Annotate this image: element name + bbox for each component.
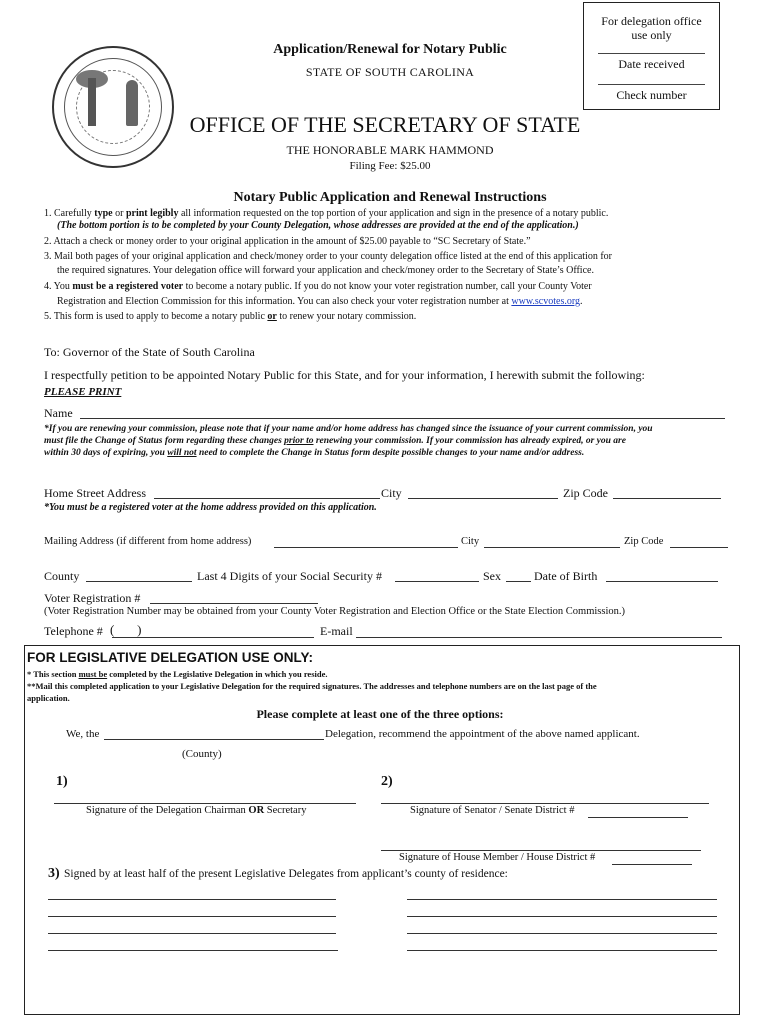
delegate-signature-line[interactable] [407,933,717,934]
delegate-signature-line[interactable] [407,950,717,951]
legislative-note-3: application. [27,693,70,703]
home-street-label: Home Street Address [44,486,146,500]
form-title: Application/Renewal for Notary Public [273,42,507,57]
dob-field[interactable] [606,581,718,582]
delegate-signature-line[interactable] [407,899,717,900]
instructions-heading: Notary Public Application and Renewal Instructions [233,190,547,205]
instruction-1-note: (The bottom portion is to be completed by your County Delegation, whose addresses are provided at the end of the application.) [57,220,579,231]
renew-note-3: within 30 days of expiring, you will not need to complete the Change in Status form despite possible changes to your name and/or address. [44,448,585,458]
legislative-note-2: **Mail this completed application to your Legislative Delegation for the required signatures. The addresses and telephone numbers are on the last page of the [27,681,597,691]
options-heading: Please complete at least one of the three options: [256,707,504,721]
mailing-city-label: City [461,536,480,547]
county-field[interactable] [86,581,192,582]
state-name: STATE OF SOUTH CAROLINA [305,65,475,79]
voter-reg-label: Voter Registration # [44,591,141,605]
sex-label: Sex [483,569,501,583]
mailing-field[interactable] [274,547,458,548]
zip-label: Zip Code [563,486,608,500]
legislative-note-1: * This section must be completed by the Legislative Delegation in which you reside. [27,669,328,679]
house-signature-caption: Signature of House Member / House District # [399,852,596,863]
mailing-city-field[interactable] [484,547,620,548]
delegate-signature-line[interactable] [48,916,336,917]
ssn-field[interactable] [395,581,479,582]
voter-reg-field[interactable] [150,603,318,604]
please-print: PLEASE PRINT [44,386,122,398]
mailing-label: Mailing Address (if different from home address) [44,536,252,547]
office-box-line1: For delegation office [601,14,702,28]
delegate-signature-line[interactable] [407,916,717,917]
dob-label: Date of Birth [534,569,598,583]
check-number-label: Check number [616,88,687,102]
instruction-1: 1. Carefully type or print legibly all information requested on the top portion of your application and sign in the presence of a notary public. [44,208,609,219]
telephone-field[interactable] [112,637,314,638]
home-street-field[interactable] [154,498,380,499]
honorable-name: THE HONORABLE MARK HAMMOND [286,143,494,157]
instruction-5: 5. This form is used to apply to become a notary public or to renew your notary commission. [44,311,417,322]
filing-fee: Filing Fee: $25.00 [349,160,431,172]
mailing-zip-label: Zip Code [624,536,664,547]
renew-note-1: *If you are renewing your commission, please note that if your name and/or home address has changed since the issuance of your current commission, you [44,424,653,434]
chairman-signature-field[interactable] [54,803,356,804]
senator-signature-field[interactable] [381,803,709,804]
scvotes-link[interactable]: www.scvotes.org [511,296,580,307]
email-label: E-mail [320,624,353,638]
option-3-text: Signed by at least half of the present Legislative Delegates from applicant’s county of residence: [64,868,508,880]
county-caption: (County) [182,748,222,760]
name-label: Name [44,406,73,420]
date-received-label: Date received [618,57,685,71]
delegate-signature-line[interactable] [48,933,336,934]
house-district-field[interactable] [612,864,692,865]
house-signature-field[interactable] [381,850,701,851]
sex-field[interactable] [506,581,531,582]
voter-reg-note: (Voter Registration Number may be obtained from your County Voter Registration and Election Office or the State Election Commission.) [44,606,625,617]
senator-signature-caption: Signature of Senator / Senate District # [410,805,575,816]
telephone-label: Telephone # [44,624,103,638]
legislative-section [24,645,740,1015]
petition-to: To: Governor of the State of South Carolina [44,345,255,359]
zip-field[interactable] [613,498,721,499]
delegate-signature-line[interactable] [48,950,338,951]
renew-note-2: must file the Change of Status form regarding these changes prior to renewing your commission. If your commission has already expired, or you are [44,436,626,446]
area-code-paren: ( ) [110,622,142,637]
legislative-heading: FOR LEGISLATIVE DELEGATION USE ONLY: [27,650,314,665]
instruction-3b: the required signatures. Your delegation office will forward your application and check/money order to the Secretary of State’s Office. [57,265,594,276]
instruction-4: 4. You must be a registered voter to become a notary public. If you do not know your voter registration number, call your County Voter [44,281,592,292]
option-3-label: 3) [48,866,60,881]
petition-statement: I respectfully petition to be appointed Notary Public for this State, and for your information, I herewith submit the following: [44,368,645,382]
we-the-label: We, the [66,728,100,740]
mailing-zip-field[interactable] [670,547,728,548]
email-field[interactable] [356,637,722,638]
city-label: City [381,486,402,500]
delegate-signature-line[interactable] [48,899,336,900]
instruction-4b: Registration and Election Commission for this information. You can also check your voter registration number at www.scvotes.org. [57,296,583,307]
senate-district-field[interactable] [588,817,688,818]
office-box-line2: use only [631,28,672,42]
name-field[interactable] [80,418,725,419]
option-1-label: 1) [56,774,68,789]
ssn-label: Last 4 Digits of your Social Security # [197,569,382,583]
voter-note: *You must be a registered voter at the home address provided on this application. [44,502,377,513]
delegation-office-box [583,2,720,110]
delegation-county-field[interactable] [104,739,324,740]
instruction-2: 2. Attach a check or money order to your original application in the amount of $25.00 payable to “SC Secretary of State.” [44,236,531,247]
delegation-text: Delegation, recommend the appointment of the above named applicant. [325,728,640,740]
office-name: OFFICE OF THE SECRETARY OF STATE [189,112,581,137]
state-seal-icon [52,46,174,168]
instruction-3a: 3. Mail both pages of your original application and check/money order to your county delegation office listed at the end of this application for [44,251,612,262]
city-field[interactable] [408,498,558,499]
chairman-signature-caption: Signature of the Delegation Chairman OR Secretary [86,805,307,816]
county-label: County [44,569,80,583]
option-2-label: 2) [381,774,393,789]
